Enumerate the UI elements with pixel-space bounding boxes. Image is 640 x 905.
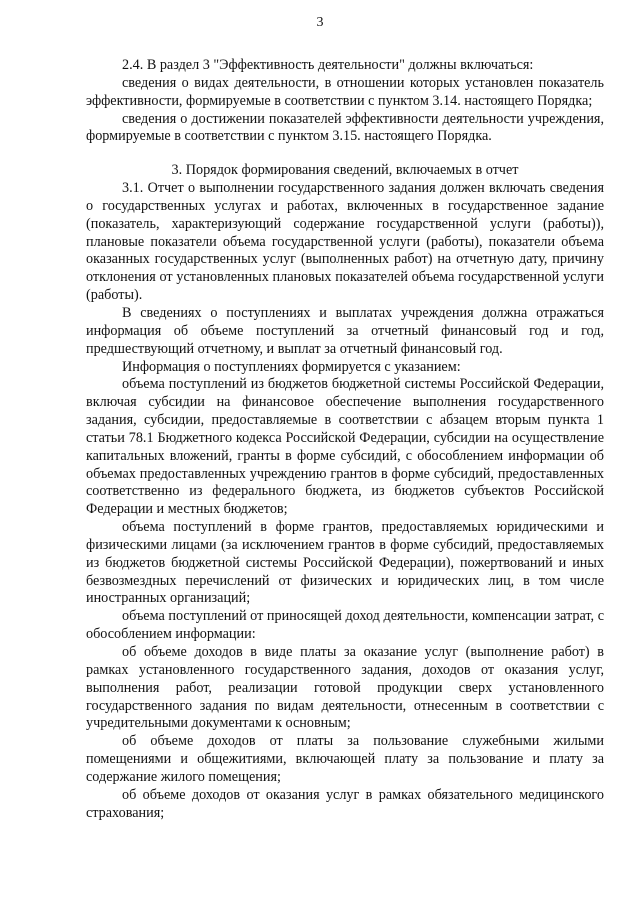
paragraph: объема поступлений от приносящей доход деятельности, компенсации затрат, с обособлением информации: [86,608,604,643]
paragraph: об объеме доходов от оказания услуг в рамках обязательного медицинского страхования; [86,786,604,821]
paragraph: сведения о видах деятельности, в отношении которых установлен показатель эффективности, формируемые в соответствии с пунктом 3.14. настоящего Порядка; [86,74,604,109]
page-number: 3 [316,15,324,30]
paragraph: В сведениях о поступлениях и выплатах учреждения должна отражаться информация об объеме поступлений за отчетный финансовый год и год, предшествующий отчетному, и выплат за отчетный финансовый год. [86,304,604,357]
paragraph: об объеме доходов в виде платы за оказание услуг (выполнение работ) в рамках установленного государственного задания, доходов от оказания услуг, выполнения работ, реализации готовой продукции сверх установленного государственного задания по видам деятельности, отнесенным в соответствии с учредительными документами к основным; [86,644,604,732]
section-2-4-intro: 2.4. В раздел 3 "Эффективность деятельности" должны включаться: [122,57,534,73]
paragraph: объема поступлений из бюджетов бюджетной системы Российской Федерации, включая субсидии на финансовое обеспечение выполнения государственного задания, субсидии, предоставляемые в соответствии с абзацем вторым пункта 1 статьи 78.1 Бюджетного кодекса Российской Федерации, субсидии на осуществление капитальных вложений, гранты в форме субсидий, с обособлением информации об объемах предоставленных учреждению грантов в форме субсидий, предоставленных соответственно из федерального бюджета, из бюджетов субъектов Российской Федерации и местных бюджетов; [86,376,604,518]
paragraph: об объеме доходов от платы за пользование служебными жилыми помещениями и общежитиями, включающей плату за пользование и плату за содержание жилого помещения; [86,733,604,785]
paragraph: объема поступлений в форме грантов, предоставляемых юридическими и физическими лицами (за исключением грантов в форме субсидий, предоставляемых из бюджетов бюджетной системы Российской Федерации), пожертвований и иных безвозмездных перечислений от физических и юридических лиц, в том числе иностранных организаций; [86,519,604,607]
document-body [86,57,604,822]
paragraph: сведения о достижении показателей эффективности деятельности учреждения, формируемые в соответствии с пунктом 3.15. настоящего Порядка. [86,110,604,145]
paragraph: Информация о поступлениях формируется с указанием: [122,358,461,375]
paragraph: 3.1. Отчет о выполнении государственного задания должен включать сведения о государственных услугах и работах, включенных в государственное задание (показатель, характеризующий содержание государственной услуги (работы)), плановые показатели объема государственной услуги (работы), показатели объема оказанных государственных услуг (выполненных работ) на отчетную дату, причину отклонения от установленных плановых показателей объема государственной услуги (работы). [86,180,604,304]
section-heading: 3. Порядок формирования сведений, включаемых в отчет [171,162,519,179]
